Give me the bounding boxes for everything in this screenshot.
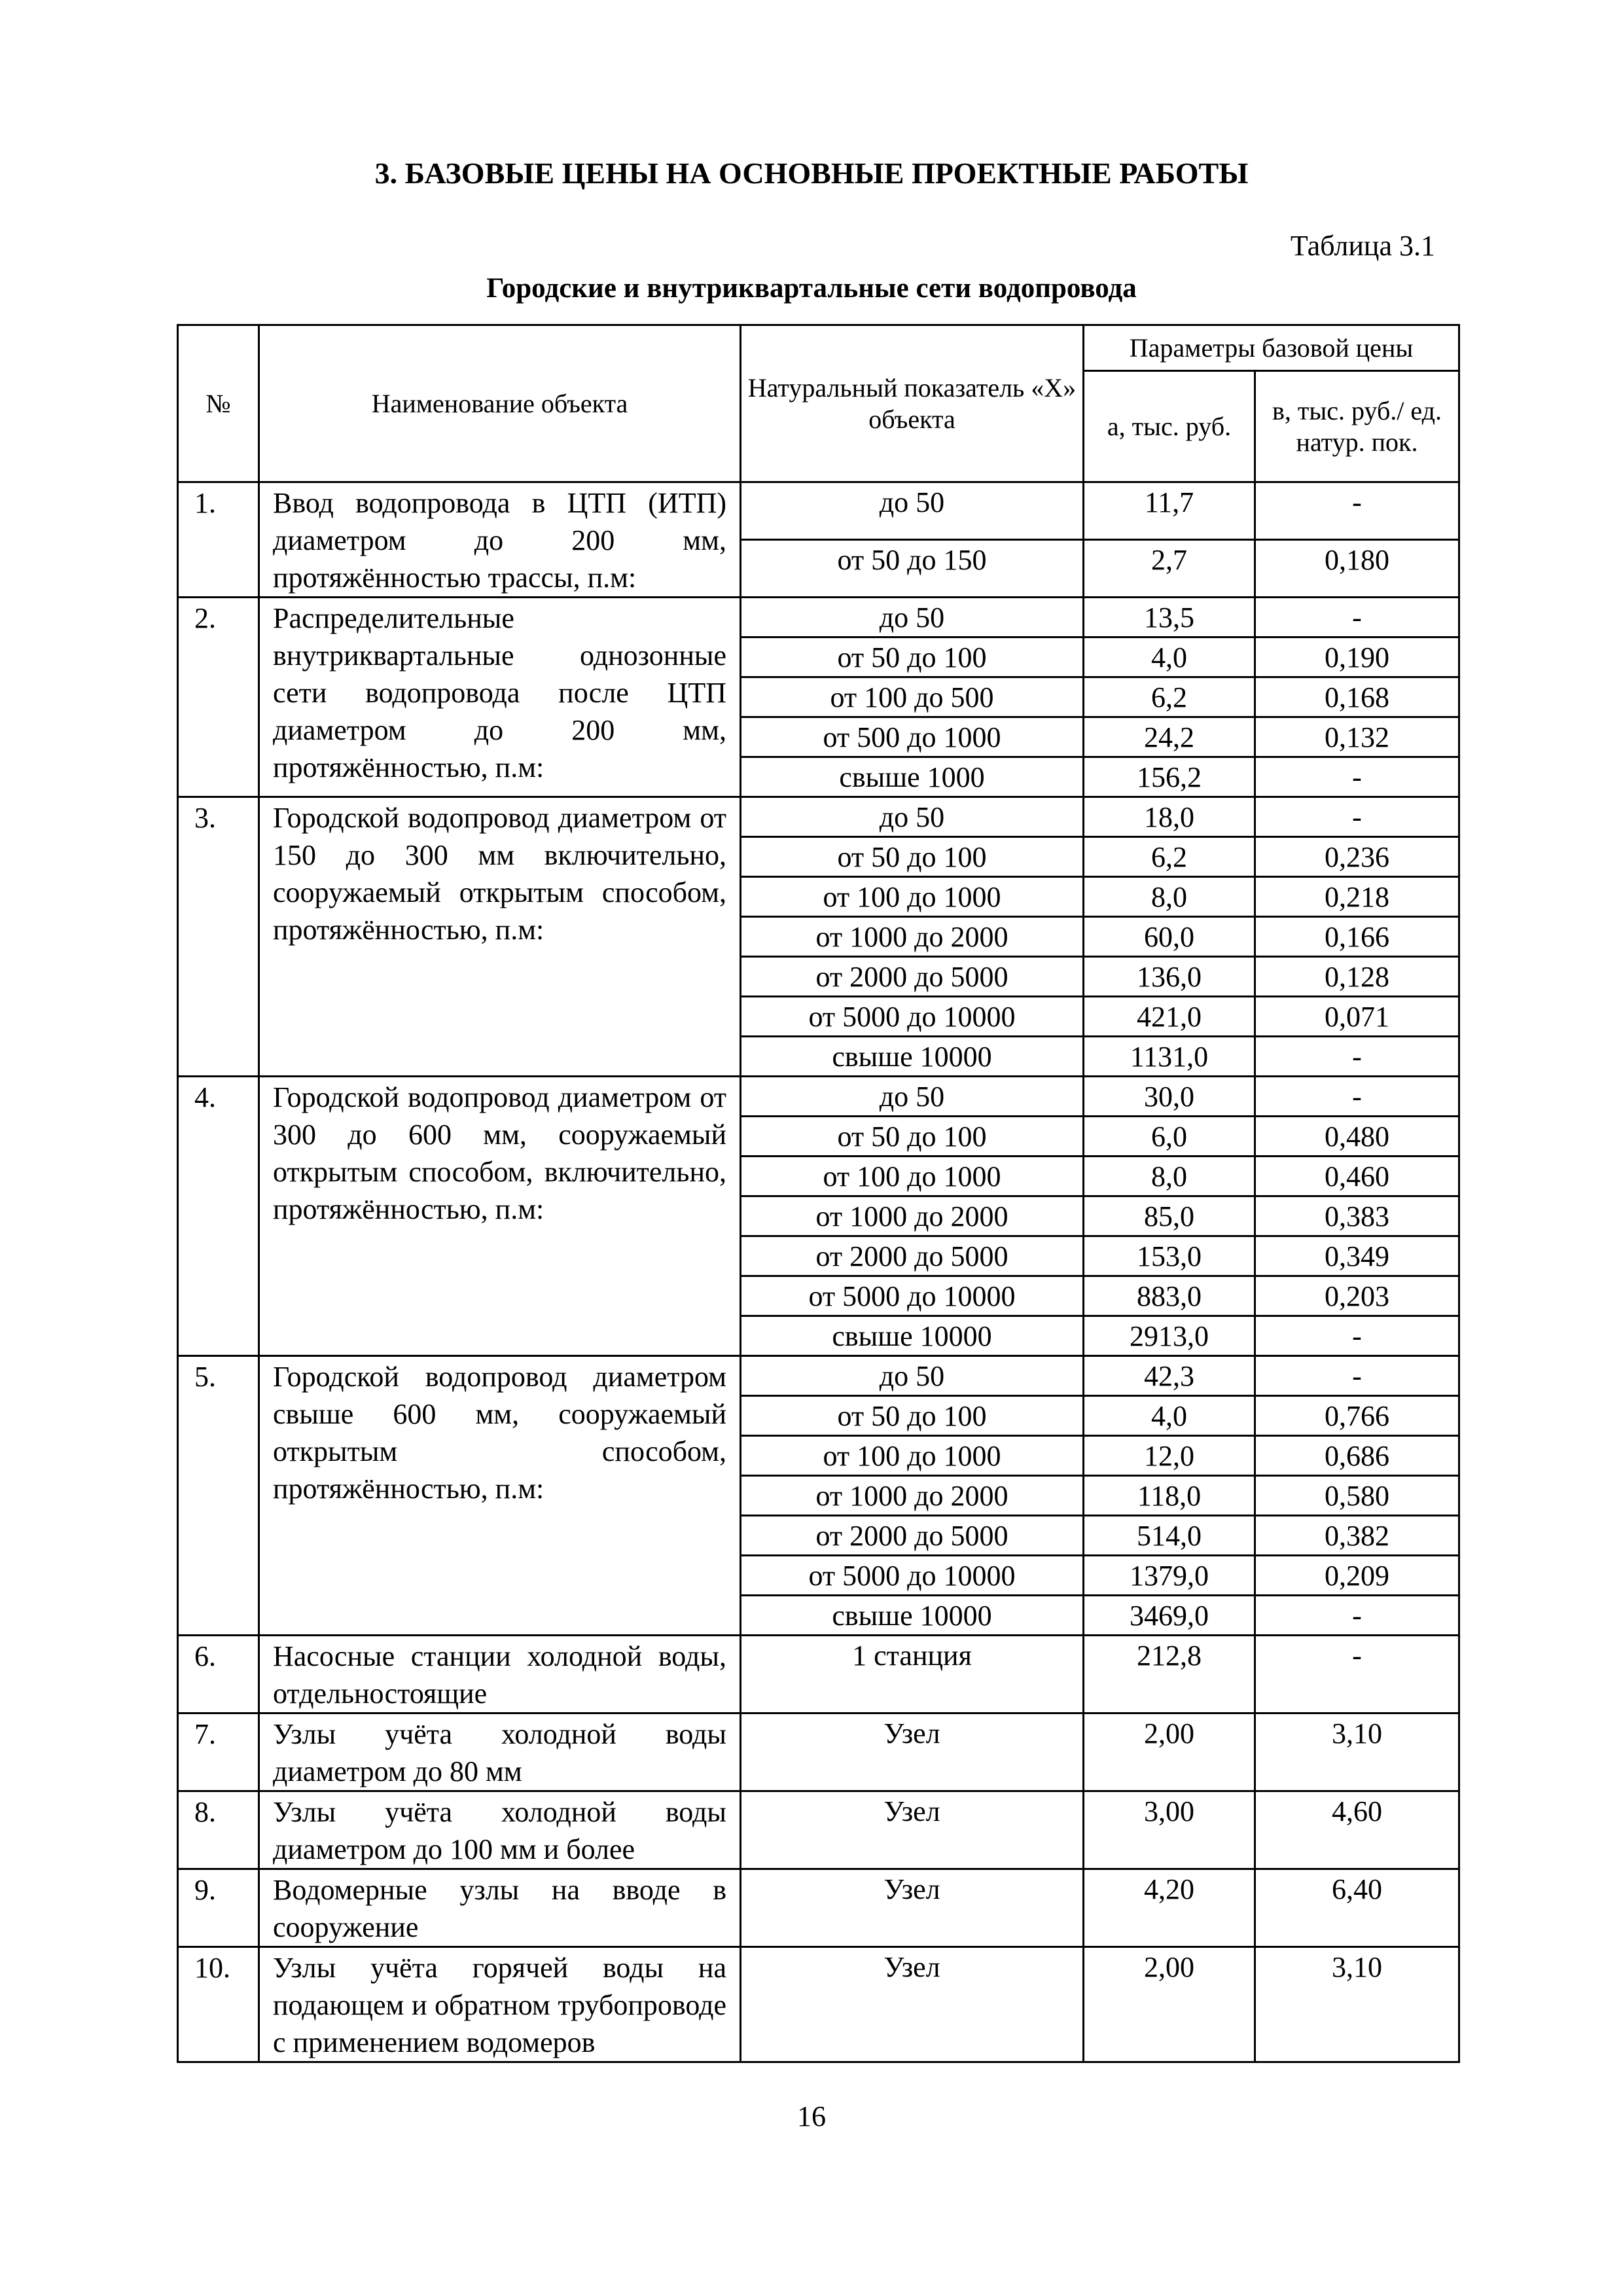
page-number: 16 [797,2100,826,2132]
price-a: 13,5 [1084,598,1255,637]
natural-indicator: от 50 до 100 [741,637,1084,677]
price-b: 0,580 [1255,1476,1459,1516]
natural-indicator: от 100 до 1000 [741,1157,1084,1196]
table-row [178,598,1459,637]
header-name: Наименование объекта [259,325,741,482]
price-a: 3469,0 [1084,1596,1255,1636]
table-row [178,1791,1459,1869]
natural-indicator: от 50 до 150 [741,540,1084,598]
price-b: 3,10 [1255,1947,1459,2062]
price-b: - [1255,1356,1459,1396]
object-name: Насосные станции холодной воды, отдельностоящие [259,1636,741,1713]
price-a: 156,2 [1084,757,1255,797]
price-b: - [1255,1077,1459,1117]
price-b: 0,460 [1255,1157,1459,1196]
object-name: Городской водопровод диаметром свыше 600 мм, сооружаемый открытым способом, протяжённостью, п.м: [259,1356,741,1636]
price-a: 118,0 [1084,1476,1255,1516]
row-number: 4. [178,1077,259,1356]
price-a: 212,8 [1084,1636,1255,1713]
natural-indicator: свыше 10000 [741,1596,1084,1636]
price-a: 8,0 [1084,877,1255,917]
natural-indicator: до 50 [741,482,1084,540]
table-label: Таблица 3.1 [1290,230,1435,262]
natural-indicator: от 2000 до 5000 [741,1516,1084,1556]
natural-indicator: от 5000 до 10000 [741,997,1084,1037]
row-number: 2. [178,598,259,797]
natural-indicator: от 100 до 500 [741,677,1084,717]
natural-indicator: до 50 [741,598,1084,637]
price-b: 0,349 [1255,1236,1459,1276]
price-b: 0,190 [1255,637,1459,677]
header-num: № [178,325,259,482]
natural-indicator: от 50 до 100 [741,837,1084,877]
natural-indicator: до 50 [741,1077,1084,1117]
table-row [178,797,1459,837]
price-a: 8,0 [1084,1157,1255,1196]
header-natural: Натуральный показатель «X» объекта [741,325,1084,482]
natural-indicator: от 100 до 1000 [741,1436,1084,1476]
price-a: 85,0 [1084,1196,1255,1236]
price-b: 0,203 [1255,1276,1459,1316]
natural-indicator: от 500 до 1000 [741,717,1084,757]
row-number: 1. [178,482,259,598]
natural-indicator: от 50 до 100 [741,1396,1084,1436]
price-b: - [1255,482,1459,540]
price-a: 153,0 [1084,1236,1255,1276]
price-a: 18,0 [1084,797,1255,837]
price-table [177,324,1460,2063]
price-a: 6,2 [1084,677,1255,717]
natural-indicator: до 50 [741,797,1084,837]
object-name: Распределительные внутриквартальные однозонные сети водопровода после ЦТП диаметром до 200 мм, протяжённостью, п.м: [259,598,741,797]
price-b: 0,180 [1255,540,1459,598]
natural-indicator: Узел [741,1713,1084,1791]
price-a: 30,0 [1084,1077,1255,1117]
natural-indicator: свыше 10000 [741,1037,1084,1077]
price-a: 2,7 [1084,540,1255,598]
row-number: 8. [178,1791,259,1869]
natural-indicator: Узел [741,1791,1084,1869]
header-params: Параметры базовой цены [1084,325,1459,371]
row-number: 10. [178,1947,259,2062]
header-a: а, тыс. руб. [1084,371,1255,482]
price-a: 136,0 [1084,957,1255,997]
price-b: 0,071 [1255,997,1459,1037]
price-b: 0,128 [1255,957,1459,997]
natural-indicator: свыше 10000 [741,1316,1084,1356]
price-a: 883,0 [1084,1276,1255,1316]
table-caption: Городские и внутриквартальные сети водопровода [486,273,1137,304]
price-b: - [1255,797,1459,837]
price-a: 11,7 [1084,482,1255,540]
object-name: Городской водопровод диаметром от 300 до 600 мм, сооружаемый открытым способом, включительно, протяжённостью, п.м: [259,1077,741,1356]
natural-indicator: 1 станция [741,1636,1084,1713]
price-a: 421,0 [1084,997,1255,1037]
price-a: 2,00 [1084,1713,1255,1791]
price-b: 6,40 [1255,1869,1459,1947]
price-a: 6,2 [1084,837,1255,877]
object-name: Ввод водопровода в ЦТП (ИТП) диаметром до 200 мм, протяжённостью трассы, п.м: [259,482,741,598]
table-row [178,482,1459,540]
table-row [178,1077,1459,1117]
object-name: Узлы учёта холодной воды диаметром до 80 мм [259,1713,741,1791]
object-name: Узлы учёта холодной воды диаметром до 100 мм и более [259,1791,741,1869]
row-number: 5. [178,1356,259,1636]
price-b: - [1255,757,1459,797]
price-b: - [1255,1316,1459,1356]
price-a: 24,2 [1084,717,1255,757]
price-a: 1379,0 [1084,1556,1255,1596]
price-a: 42,3 [1084,1356,1255,1396]
object-name: Узлы учёта горячей воды на подающем и обратном трубопроводе с применением водомеров [259,1947,741,2062]
table-row [178,1713,1459,1791]
price-b: 0,382 [1255,1516,1459,1556]
price-b: - [1255,598,1459,637]
natural-indicator: от 1000 до 2000 [741,1476,1084,1516]
object-name: Городской водопровод диаметром от 150 до 300 мм включительно, сооружаемый открытым способом, протяжённостью, п.м: [259,797,741,1077]
price-b: 0,686 [1255,1436,1459,1476]
table-row [178,1947,1459,2062]
row-number: 6. [178,1636,259,1713]
price-b: - [1255,1596,1459,1636]
price-b: 0,480 [1255,1117,1459,1157]
price-a: 60,0 [1084,917,1255,957]
natural-indicator: от 100 до 1000 [741,877,1084,917]
price-a: 4,0 [1084,1396,1255,1436]
price-a: 2,00 [1084,1947,1255,2062]
row-number: 7. [178,1713,259,1791]
table-row [178,1356,1459,1396]
price-a: 3,00 [1084,1791,1255,1869]
price-a: 4,20 [1084,1869,1255,1947]
price-b: - [1255,1636,1459,1713]
price-a: 12,0 [1084,1436,1255,1476]
price-a: 4,0 [1084,637,1255,677]
row-number: 3. [178,797,259,1077]
price-b: 3,10 [1255,1713,1459,1791]
natural-indicator: от 2000 до 5000 [741,1236,1084,1276]
natural-indicator: от 5000 до 10000 [741,1556,1084,1596]
price-b: 0,383 [1255,1196,1459,1236]
natural-indicator: свыше 1000 [741,757,1084,797]
price-b: - [1255,1037,1459,1077]
price-b: 0,168 [1255,677,1459,717]
price-b: 0,132 [1255,717,1459,757]
price-b: 0,166 [1255,917,1459,957]
price-b: 4,60 [1255,1791,1459,1869]
table-body [178,482,1459,2062]
price-b: 0,236 [1255,837,1459,877]
price-a: 6,0 [1084,1117,1255,1157]
price-a: 1131,0 [1084,1037,1255,1077]
table-row [178,1636,1459,1713]
row-number: 9. [178,1869,259,1947]
price-a: 2913,0 [1084,1316,1255,1356]
natural-indicator: до 50 [741,1356,1084,1396]
price-b: 0,766 [1255,1396,1459,1436]
natural-indicator: от 1000 до 2000 [741,1196,1084,1236]
price-b: 0,209 [1255,1556,1459,1596]
natural-indicator: от 1000 до 2000 [741,917,1084,957]
header-b: в, тыс. руб./ ед. натур. пок. [1255,371,1459,482]
price-b: 0,218 [1255,877,1459,917]
natural-indicator: от 50 до 100 [741,1117,1084,1157]
price-a: 514,0 [1084,1516,1255,1556]
natural-indicator: от 2000 до 5000 [741,957,1084,997]
table-row [178,1869,1459,1947]
section-heading: 3. БАЗОВЫЕ ЦЕНЫ НА ОСНОВНЫЕ ПРОЕКТНЫЕ РАБОТЫ [374,156,1249,190]
object-name: Водомерные узлы на вводе в сооружение [259,1869,741,1947]
natural-indicator: Узел [741,1869,1084,1947]
natural-indicator: Узел [741,1947,1084,2062]
natural-indicator: от 5000 до 10000 [741,1276,1084,1316]
